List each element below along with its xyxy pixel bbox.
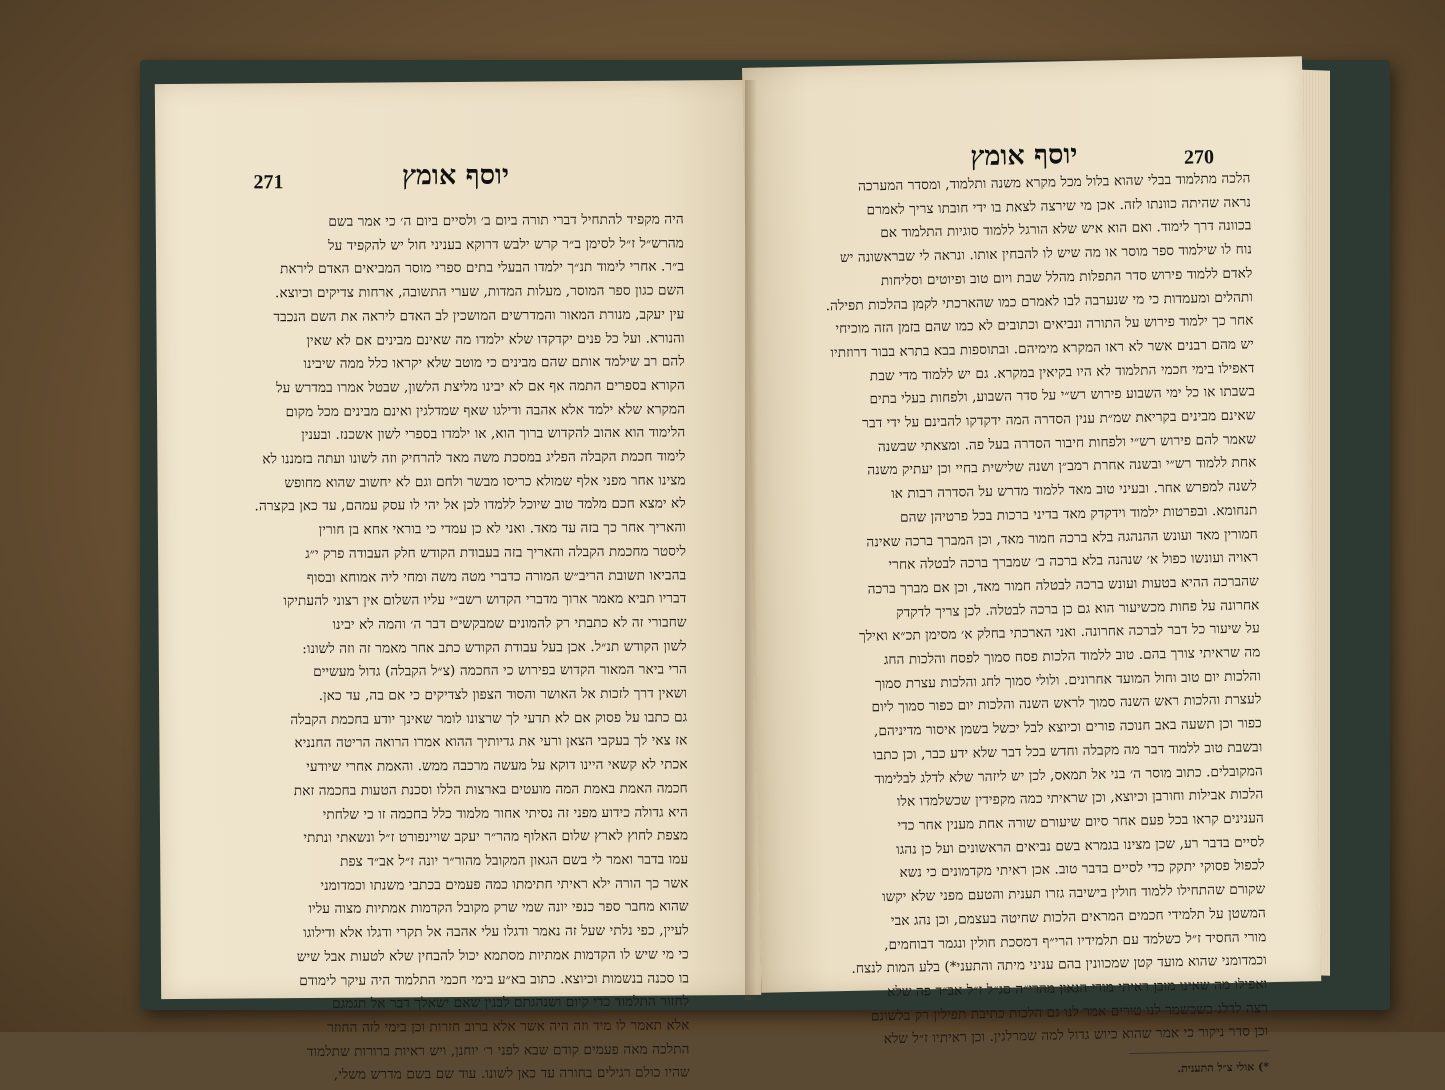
text-line: שאינם מבינים בקריאת שמ״ת ענין הסדרה המה ידקדקו להבינם על ידי דבר bbox=[862, 407, 1256, 432]
text-line: לעצרת והלכות ראש השנה סמוך לראש השנה והלכות יום כפור סמוך ליום bbox=[871, 691, 1262, 716]
text-line: יש מהם רבנים אשר לא ראו המקרא מימיהם. ובתוספות בבא בתרא בבור דרוזתיו bbox=[830, 336, 1255, 362]
text-line: נראה שהיתה כוונתו לזה. אכן מי שירצה לצאת בו ידי חובתו צריך לאמרם bbox=[866, 194, 1252, 219]
text-line: השם כגון ספר המוסר, מעלות המדות, שערי התשובה, ארחות צדיקים וכיוצא. bbox=[274, 282, 685, 302]
text-line: המקרא שלא ילמד אלא אהבה ודילגו שאף שמדלגין ואינם מבינים מכל מקום bbox=[285, 401, 686, 420]
text-line: הלימוד הוא אהוב להקדוש ברוך הוא, או ילמדו בספרי לשון אשכנז. ובענין bbox=[301, 424, 686, 444]
text-line: לשון הקודש תנ״ל. אכן בעל עבודת הקודש כתב אחר מאמר זה וזה לשונו: bbox=[302, 638, 687, 657]
text-line: אלא תאמר לו מיד וזה היה אשר אלא ברוב חזרות וכן בימי לזה החוזר bbox=[327, 1017, 690, 1036]
text-line: הקורא בספרים התמה אף אם לא יבינו מליצת הלשון, שבטל אמרו במדרש על bbox=[276, 377, 685, 397]
text-line: הלכה מתלמוד בבלי שהוא בלול מכל מקרא משנה ותלמוד, ומסדר המערכה bbox=[857, 170, 1251, 195]
page-number: 271 bbox=[253, 171, 284, 194]
text-line: חכמה האמת באמת המה מועטים בארצות הללו וסכנת הטעות בחכמה זאת bbox=[293, 780, 688, 800]
text-line: הלכות אבילות וחורבן וכיוצא, וכן שראיתי כמה מקפידין שכשלמדו אלו bbox=[896, 786, 1264, 811]
text-line: לכפול פסוקי יתקק כדי לסיים בדבר טוב. אכן ראיתי מקדמונים כי נשא bbox=[899, 857, 1265, 882]
text-line: התלכה מאה פעמים קודם שבא לפני ר׳ יוחנן, ויש ראיות ברורות שתלמוד bbox=[306, 1041, 690, 1060]
text-line: שהברכה ההיא בטעות ועונש ברכה לבטלה חמור מאד, וכן אם מברך ברכה bbox=[867, 573, 1260, 598]
text-line: שהוא מחבר ספר כנפי יונה שמי שרק מקובל הקדמות אמתיות מצוה עליו bbox=[308, 898, 689, 918]
text-line: ראויה ועונשו כפול א׳ שנהנה בלא ברכה ב׳ שמברך ברכה לבטלה אחרי bbox=[888, 549, 1259, 574]
text-line: גם כתבו על פסוק אם לא תדעי לך שרצונו לומר שאינך יודע בחכמת הקבלה bbox=[290, 709, 688, 728]
text-line: להם רב שילמד אותם שהם מבינים כי מוטב שלא יקראו כלל ממה שיבינו bbox=[303, 353, 685, 373]
book-gutter bbox=[745, 80, 757, 1000]
text-line: הענינים קראו בכל פעם אחר סיום שיעורם שורה אחת מענין אחר כדי bbox=[897, 810, 1264, 834]
text-line: בו סכנה בנשמות וכיוצא. כתוב בא״ע בימי חכמי התלמוד היה עיקר לימודם bbox=[299, 969, 690, 989]
text-block bbox=[234, 208, 690, 1088]
text-line: בהביאו תשובת הריב״ש המורה כדברי מטה משה ומחי ליה אמוחא ובסוף bbox=[306, 566, 687, 586]
text-line: היה מקפיד להתחיל דברי תורה ביום ב׳ ולסיים ביום ה׳ כי אמר בשם bbox=[328, 211, 684, 230]
text-line: אחרונה על פחות מכשיעור הוא גם כן ברכה לבטלה. לכן צריך לדקדק bbox=[896, 596, 1260, 621]
text-line: שקורם שהתחילו ללמוד חולין בישיבה גזרו תענית והטעם מפני שלא יקשו bbox=[881, 881, 1266, 906]
text-line: אז צאי לך בעקבי הצאן ורעי את גדיותיך ההוא אמרו הרואה הריטה החנניא bbox=[294, 732, 688, 752]
text-line: חמורין מאד ועונש ההנהגה בלא ברכה חמור מאד, וכן המברך ברכה שאינה bbox=[866, 525, 1259, 551]
text-line: דבריו תביא מאמר ארוך מדברי הקדוש רשב״י עליו השלום אין רצוני להעתיקו bbox=[283, 590, 687, 610]
text-block bbox=[796, 167, 1269, 1088]
text-line: מהרש״ל ז״ל לסימן ב״ר קרש ילבש דרוקא בעניני חול יש להקפיד על bbox=[328, 235, 684, 254]
text-line: ושאין דרך לזכות אל האושר והסוד הצפון לצדיקים כי אם בה, עד כאן. bbox=[318, 685, 688, 705]
text-line: כי מי שיש לו הקדמות אמתיות מסתמא יכול להבחין שלא לטעות אבל שיש bbox=[296, 946, 689, 965]
text-line: ואפילו מה שאינו מובן ראיתי מורי הגאון מהרי״ה סג״ל ז״ל אב״ד פה שלא bbox=[886, 976, 1268, 1001]
text-line: אחר כך ילמוד פירוש על התורה ונביאים וכתובים לא כמו שהם בזמן הזה מוכיחי bbox=[835, 312, 1254, 338]
text-line: והאריך אחר כך בזה עד מאד. ואני לא כן עמדי כי בוראי אחא בן חורין bbox=[318, 519, 686, 539]
text-line: בשבתו או כל ימי השבוע פירוש רש״י על סדר השבוע, ולפחות בעלי בתים bbox=[869, 383, 1256, 408]
text-line: בכוונה דרך לימוד. ואם הוא איש שלא הורגל ללמוד סוגיות התלמוד אם bbox=[880, 217, 1252, 242]
text-line: מה שראיתי צורך בהם. טוב ללמוד הלכות פסח סמוך לפסח והלכות החג bbox=[883, 644, 1261, 669]
running-head: יוסף אומץ bbox=[401, 159, 510, 192]
text-line: על שיעור כל דבר לברכה אחרונה. ואני הארכתי בחלק א׳ מסימן תכ״א ואילך bbox=[858, 620, 1261, 646]
text-line: וכמדומני שהוא מועד קטן שמכוונין בהם עניני מיתה והתעני*) בלע המות לנצח. bbox=[851, 952, 1267, 978]
text-line: אשר כך הורה ילא ראיתי חתימתו כמה פעמים בכתבי משנתו וכמדומני bbox=[320, 875, 689, 894]
text-line: עין יעקב, מנורת המאור והמדרשים המושכין לב האדם ליראה את השם הנכבד bbox=[273, 306, 685, 326]
text-line: כפור וכן תשעה באב חנוכה פורים וכיוצא לבל יכשל בשמן איסור מדיניהם, bbox=[873, 715, 1263, 740]
text-line: מצפת לחוץ לארץ שלום האלוף מהר״ר יעקב שויינפורט ז״ל ונשאתי ונתתי bbox=[303, 827, 689, 847]
text-line: מצינו אחר מפני אלף שמולא כריסו מבשר ולחם וגם לא יחשוב שהוא מחופש bbox=[284, 472, 686, 491]
text-line: שחבורי זה לא כתבתי רק להמונים שמבקשים דבר ה׳ והמה לא יבינו bbox=[332, 614, 687, 633]
text-line: ליסטר מחכמת הקבלה והאריך בזה בעבודת הקודש חלק העבודה פרק י״ג bbox=[305, 543, 687, 562]
text-line: לשנה למפרש אחר. ובעיני טוב מאד ללמוד מדרש על הסדרה רבות או bbox=[890, 478, 1258, 503]
left-page bbox=[155, 80, 761, 1084]
text-line: המשטן על תלמידי חכמים המראים הלכות שחיטה בעצמם, וכן נהג אבי bbox=[890, 905, 1266, 929]
running-head: יוסף אומץ bbox=[970, 138, 1078, 173]
text-line: ב״ר. אחרי לימוד תנ״ך ילמדו הבעלי בתים ספרי מוסר המביאים האדם ליראת bbox=[280, 258, 685, 278]
text-line: לסיים בדבר רע, שכן מצינו בגמרא בשם נביאים הראשונים ועל כן נהגו bbox=[896, 833, 1265, 858]
right-page bbox=[742, 56, 1321, 1076]
text-line: שאמר להם פירוש רש״י ולפחות חיבור הסדרה בעל פה. ומצאתי שבשנה bbox=[877, 431, 1257, 455]
text-line: מורי החסיד ז״ל כשלמד עם תלמידיו הרי״ף דמסכת חולין ונגמר דבוחמים, bbox=[883, 928, 1267, 953]
text-line: וכן סדר ניקור כי אמר שהוא כיוש גדול למה שמרלגין. וכן ראיתיו ז״ל שלא bbox=[883, 1023, 1269, 1048]
text-line: לעיין, כפי נלתי שעל זה נאמר ודגלו עלי אהבה אל תקרי ודגלו אלא ודילוגו bbox=[303, 922, 689, 942]
text-line: נוח לו שילמוד ספר מוסר או מה שיש לו להבחין אותו. ונראה לי שבראשונה יש bbox=[839, 241, 1253, 267]
footnote-rule bbox=[1129, 1050, 1269, 1054]
text-line: והנורא. ועל כל פנים יקדקדו שלא ילמדו מה שאינם מבינים אם לא שאין bbox=[306, 329, 685, 349]
footnote: *) אולי צ״ל התענית. bbox=[1177, 1060, 1270, 1076]
text-line: לא ימצא חכם מלמד טוב שיוכל ללמדו לכן אל יהי לו עסק עמהם, עד כאן בקצרה. bbox=[254, 495, 686, 515]
page-number: 270 bbox=[1183, 146, 1215, 169]
text-line: עמו בדבר ואמר לי בשם הגאון המקובל מהור״ר יונה ז״ל אב״ד צפת bbox=[339, 851, 689, 870]
text-line: דאפילו בימי חכמי התלמוד לא היו בקיאין במקרא. גם יש ללמוד מדי שבת bbox=[869, 359, 1255, 385]
text-line: שהיו כולם רגילים בחורה עד כאן לשונו. עוד שם בשם מדרש משלי, bbox=[333, 1064, 690, 1084]
text-line: המקובלים. כתוב מוסר ה׳ בני אל תמאס, לכן יש ליזהר שלא לדלג לבלימוד bbox=[874, 762, 1264, 787]
text-line: לימוד חכמת הקבלה הפליג במסכת משה מאד להרחיק וזה לשונו ועתה בזמננו לא bbox=[262, 448, 686, 468]
text-line: רצה לדלג כשכשמר לנו טורים אמר לנו גם הלכות כתיבת תפילין רק בלשונם bbox=[870, 999, 1268, 1025]
text-line: ותהלים ומעמדות כי מי שנערבה לבו לאמרם כמו שהארכתי לקמן בהלכות תפילה. bbox=[825, 288, 1254, 314]
text-line: אחת ללמוד רש״י ובשנה אחרת רמב״ן ושנה שלישית בחיי וכן יעתיק משנה bbox=[867, 454, 1257, 479]
text-line: הרי ביאר המאור הקדוש בפירוש כי החכמה (צ״ל הקבלה) גדול מעשיים bbox=[313, 661, 687, 681]
text-line: ובשבת טוב ללמוד דבר מה מקבלה וחדש בכל דבר שלא ידע כבר, וכן כתבו bbox=[872, 739, 1263, 764]
left-page-header bbox=[155, 158, 755, 212]
text-line: והלכות יום טוב וחול המועד אחרונים. ולולי סמוך לחג והלכות עצרת סמוך bbox=[874, 668, 1262, 693]
text-line: תנחומא. ובפרטות ילמוד וידקדק מאד בדיני ברכות בכל פרטיהן שהם bbox=[899, 502, 1258, 526]
text-line: אכתי לא קשאי היינו דוקא על מעשה מרכבה ממש. והאמת אחרי שיודעי bbox=[306, 756, 688, 776]
text-line: לחזור התלמוד כדי קיום ושנהגתם לבנין שאם ישאלך דבר אל תגמגם bbox=[332, 993, 690, 1013]
text-line: היא גדולה כידוע מפני זה נסיתי אחור מלמוד כלל בחכמה זו כי שלחתי bbox=[322, 803, 688, 823]
text-line: לאדם ללמוד פירוש סדר התפלות מהלל שבת ויום טוב ופיוטים וסליחות bbox=[880, 265, 1253, 289]
